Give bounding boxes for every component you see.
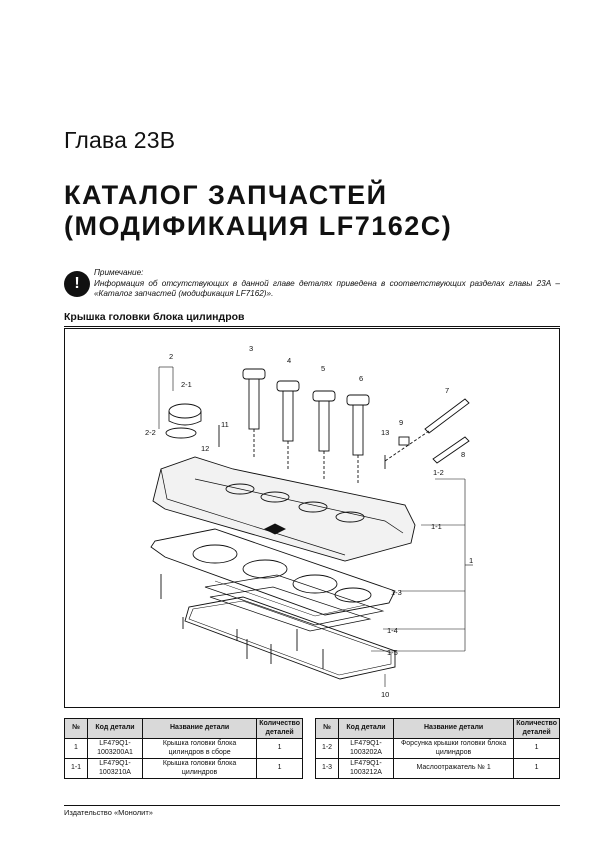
- callout-5: 5: [321, 364, 326, 373]
- cell-qty: 1: [514, 759, 560, 779]
- hose-7: [425, 399, 469, 433]
- callout-1-1: 1-1: [431, 522, 442, 531]
- fitting-9: [399, 437, 409, 445]
- header-qty: Количество деталей: [257, 719, 303, 739]
- seal-2-2: [166, 428, 196, 438]
- exploded-parts-diagram: [64, 328, 560, 708]
- callout-1-5: 1-5: [387, 648, 398, 657]
- publisher-footer: Издательство «Монолит»: [64, 805, 560, 817]
- callout-1-2: 1-2: [433, 468, 444, 477]
- callout-4: 4: [287, 356, 292, 365]
- callout-2-2: 2-2: [145, 428, 156, 437]
- callout-7: 7: [445, 386, 450, 395]
- cell-qty: 1: [257, 759, 303, 779]
- table-header-row: [65, 719, 303, 739]
- oil-cap-2-1: [169, 404, 201, 418]
- page-title-line-1: КАТАЛОГ ЗАПЧАСТЕЙ: [64, 180, 388, 210]
- diagram-drawing: [65, 329, 559, 707]
- cell-code: LF479Q1-1003200A1: [88, 739, 143, 759]
- table-row: [65, 739, 303, 759]
- cell-no: 1-2: [316, 739, 339, 759]
- cell-code: LF479Q1-1003202A: [339, 739, 394, 759]
- header-code: Код детали: [339, 719, 394, 739]
- header-no: №: [316, 719, 339, 739]
- valve-cover-body: [153, 457, 415, 561]
- table-header-row: [316, 719, 560, 739]
- chapter-heading: Глава 23В: [64, 127, 176, 153]
- cell-code: LF479Q1-1003210A: [88, 759, 143, 779]
- callout-8: 8: [461, 450, 466, 459]
- callout-11: 11: [221, 420, 229, 429]
- table-row: [65, 759, 303, 779]
- cell-name: Маслоотражатель № 1: [394, 759, 514, 779]
- table-row: [316, 739, 560, 759]
- header-code: Код детали: [88, 719, 143, 739]
- ignition-coil-5: [313, 391, 335, 479]
- callout-3: 3: [249, 344, 254, 353]
- header-qty: Количество деталей: [514, 719, 560, 739]
- exclamation-icon: !: [64, 271, 90, 297]
- gasket-10-outline: [185, 597, 395, 679]
- cell-no: 1: [65, 739, 88, 759]
- cell-name: Форсунка крышки головки блока цилиндров: [394, 739, 514, 759]
- callout-10: 10: [381, 690, 390, 699]
- callout-1: 1: [469, 556, 474, 565]
- note-text-block: [94, 268, 560, 300]
- callout-2: 2: [169, 352, 174, 361]
- callout-2-1: 2-1: [181, 380, 192, 389]
- callout-6: 6: [359, 374, 364, 383]
- parts-table-left: [64, 718, 303, 779]
- callout-9: 9: [399, 418, 404, 427]
- callout-1-3: 1-3: [391, 588, 402, 597]
- cell-name: Крышка головки блока цилиндров: [143, 759, 257, 779]
- callout-12: 12: [201, 444, 210, 453]
- callout-13: 13: [381, 428, 390, 437]
- parts-table-right: [315, 718, 560, 779]
- baffle-plate-1-4: [205, 575, 383, 625]
- cell-qty: 1: [514, 739, 560, 759]
- cell-name: Крышка головки блока цилиндров в сборе: [143, 739, 257, 759]
- section-title: Крышка головки блока цилиндров: [64, 311, 560, 327]
- ignition-coil-3: [243, 369, 265, 459]
- note-label: Примечание:: [94, 268, 144, 277]
- page-title: [64, 180, 452, 242]
- note-body: Информация об отсутствующих в данной главе деталях приведена в соответствующих разделах главы 23А – «Каталог запчастей (модификация LF7162)».: [94, 278, 560, 298]
- ignition-coil-6: [347, 395, 369, 484]
- table-row: [316, 759, 560, 779]
- callout-1-4: 1-4: [387, 626, 398, 635]
- cell-no: 1-1: [65, 759, 88, 779]
- cell-qty: 1: [257, 739, 303, 759]
- header-name: Название детали: [394, 719, 514, 739]
- header-no: №: [65, 719, 88, 739]
- header-name: Название детали: [143, 719, 257, 739]
- page-title-line-2: (МОДИФИКАЦИЯ LF7162С): [64, 211, 453, 241]
- cell-no: 1-3: [316, 759, 339, 779]
- cell-code: LF479Q1-1003212A: [339, 759, 394, 779]
- ignition-coil-4: [277, 381, 299, 469]
